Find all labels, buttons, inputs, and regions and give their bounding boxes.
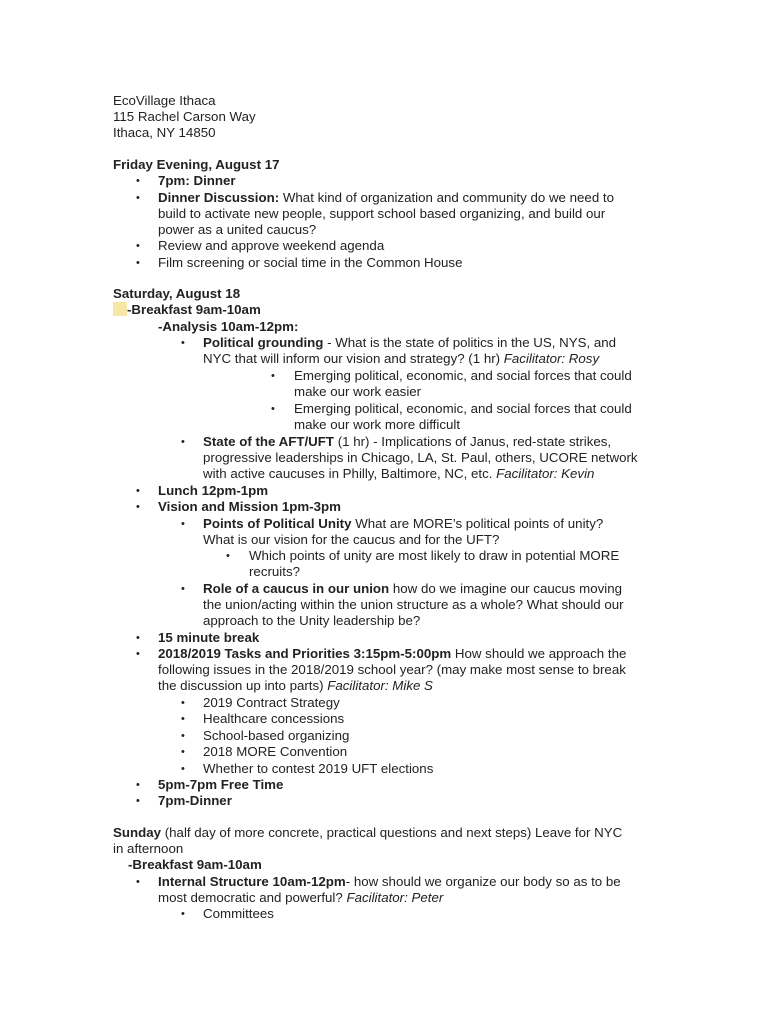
state-of-aft-line: progressive leaderships in Chicago, LA, St. Paul, others, UCORE network xyxy=(203,450,638,465)
sunday-heading-line: in afternoon xyxy=(113,841,184,856)
political-grounding: Political grounding - What is the state of politics in the US, NYS, and xyxy=(203,335,617,350)
role-of-caucus: Role of a caucus in our union how do we imagine our caucus moving xyxy=(203,581,622,596)
bullet: • xyxy=(136,485,140,497)
bullet: • xyxy=(181,337,185,349)
discussion-label: Dinner Discussion: xyxy=(158,190,280,205)
state-of-aft: State of the AFT/UFT (1 hr) - Implications of Janus, red-state strikes, xyxy=(203,434,612,449)
bullet: • xyxy=(181,697,185,709)
bullet: • xyxy=(271,403,275,415)
bullet: • xyxy=(271,370,275,382)
saturday-analysis: -Analysis 10am-12pm: xyxy=(158,319,299,334)
issue-item: 2018 MORE Convention xyxy=(203,744,348,759)
saturday-break: 15 minute break xyxy=(158,630,260,645)
points-of-unity: Points of Political Unity What are MORE’s political points of unity? xyxy=(203,516,604,531)
role-of-caucus-line: approach to the Unity leadership be? xyxy=(203,613,421,628)
internal-structure: Internal Structure 10am-12pm- how should we organize our body so as to be xyxy=(158,874,621,889)
bullet: • xyxy=(181,730,185,742)
bullet: • xyxy=(181,763,185,775)
saturday-dinner: 7pm-Dinner xyxy=(158,793,232,808)
bullet: • xyxy=(181,583,185,595)
saturday-heading: Saturday, August 18 xyxy=(113,286,241,301)
bullet: • xyxy=(136,192,140,204)
issue-item: Whether to contest 2019 UFT elections xyxy=(203,761,434,776)
points-of-unity-line: What is our vision for the caucus and for the UFT? xyxy=(203,532,500,547)
bullet: • xyxy=(181,746,185,758)
political-grounding-line: NYC that will inform our vision and strategy? (1 hr) Facilitator: Rosy xyxy=(203,351,600,366)
facilitator: Facilitator: Kevin xyxy=(496,466,595,481)
facilitator: Facilitator: Rosy xyxy=(503,351,600,366)
friday-film: Film screening or social time in the Common House xyxy=(158,255,463,270)
address-name: EcoVillage Ithaca xyxy=(113,93,216,108)
facilitator: Facilitator: Mike S xyxy=(327,678,433,693)
saturday-lunch: Lunch 12pm-1pm xyxy=(158,483,269,498)
forces-difficult: Emerging political, economic, and social forces that could xyxy=(294,401,632,416)
address-city: Ithaca, NY 14850 xyxy=(113,125,216,140)
bullet: • xyxy=(226,550,230,562)
friday-dinner: 7pm: Dinner xyxy=(158,173,236,188)
forces-easier-line: make our work easier xyxy=(294,384,422,399)
sunday-breakfast: -Breakfast 9am-10am xyxy=(128,857,262,872)
bullet: • xyxy=(136,175,140,187)
unity-recruits-line: recruits? xyxy=(249,564,300,579)
saturday-free-time: 5pm-7pm Free Time xyxy=(158,777,284,792)
bullet: • xyxy=(181,436,185,448)
bullet: • xyxy=(136,257,140,269)
issue-item: Healthcare concessions xyxy=(203,711,345,726)
unity-recruits: Which points of unity are most likely to draw in potential MORE xyxy=(249,548,620,563)
bullet: • xyxy=(181,908,185,920)
address-street: 115 Rachel Carson Way xyxy=(113,109,256,124)
friday-heading: Friday Evening, August 17 xyxy=(113,157,280,172)
internal-structure-line: most democratic and powerful? Facilitator: Peter xyxy=(158,890,444,905)
forces-difficult-line: make our work more difficult xyxy=(294,417,461,432)
tasks-priorities-line: following issues in the 2018/2019 school year? (may make most sense to break xyxy=(158,662,626,677)
bullet: • xyxy=(136,795,140,807)
state-of-aft-line: with active caucuses in Philly, Baltimore, NC, etc. Facilitator: Kevin xyxy=(203,466,595,481)
bullet: • xyxy=(181,518,185,530)
bullet: • xyxy=(136,779,140,791)
forces-easier: Emerging political, economic, and social forces that could xyxy=(294,368,632,383)
bullet: • xyxy=(136,240,140,252)
bullet: • xyxy=(136,501,140,513)
tasks-priorities-line: the discussion up into parts) Facilitator: Mike S xyxy=(158,678,433,693)
discussion-text-line: power as a united caucus? xyxy=(158,222,317,237)
committees: Committees xyxy=(203,906,274,921)
issue-item: 2019 Contract Strategy xyxy=(203,695,340,710)
highlight-mark xyxy=(113,302,127,316)
friday-review: Review and approve weekend agenda xyxy=(158,238,385,253)
discussion-text-line: build to activate new people, support school based organizing, and build our xyxy=(158,206,606,221)
bullet: • xyxy=(136,876,140,888)
vision-mission: Vision and Mission 1pm-3pm xyxy=(158,499,341,514)
friday-discussion xyxy=(158,190,614,206)
facilitator: Facilitator: Peter xyxy=(346,890,444,905)
sunday-heading: Sunday (half day of more concrete, practical questions and next steps) Leave for NYC xyxy=(113,825,623,840)
discussion-text: What kind of organization and community do we need to xyxy=(279,190,615,205)
bullet: • xyxy=(181,713,185,725)
saturday-breakfast: -Breakfast 9am-10am xyxy=(113,302,261,318)
bullet: • xyxy=(136,648,140,660)
tasks-priorities: 2018/2019 Tasks and Priorities 3:15pm-5:00pm How should we approach the xyxy=(158,646,627,661)
role-of-caucus-line: the union/acting within the union structure as a whole? What should our xyxy=(203,597,624,612)
bullet: • xyxy=(136,632,140,644)
issue-item: School-based organizing xyxy=(203,728,350,743)
